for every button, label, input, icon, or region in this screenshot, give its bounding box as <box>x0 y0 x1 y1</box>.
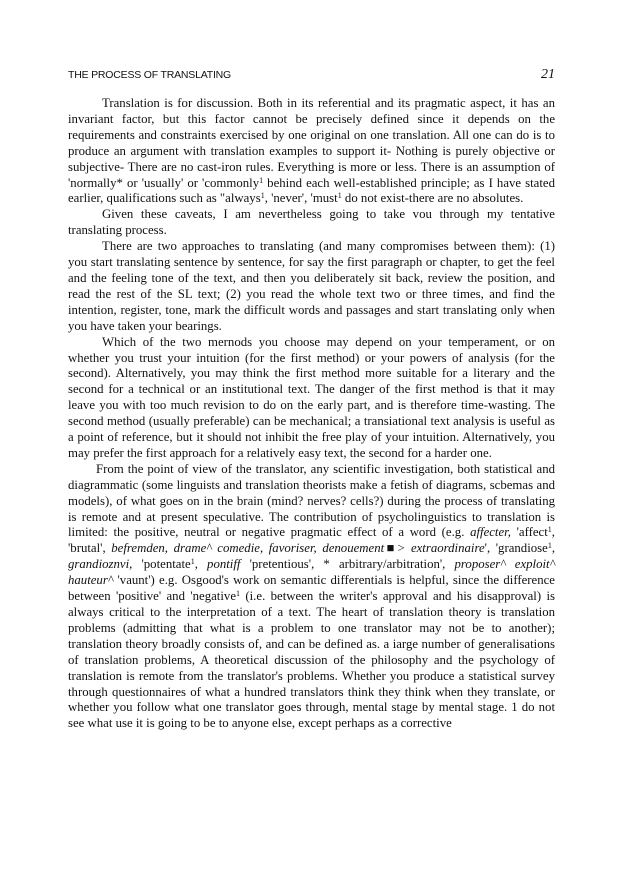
text-run: 'vaunt') e.g. Osgood's work on semantic differentials is helpful, since the difference between 'positive' and 'negative <box>68 573 555 604</box>
footnote-marker: 1 <box>547 525 552 535</box>
running-header <box>68 67 555 87</box>
text-run: 'pretentious', * arbitrary/arbitration', <box>240 557 455 572</box>
italic-term: grandioznvi, <box>68 557 133 572</box>
text-run: 'potentate <box>132 557 191 572</box>
text-run: behind each well-established principle; as I have stated earlier, qualifications such as "always <box>68 175 555 206</box>
text-run: Given these caveats, I am nevertheless going to take vou through my tentative translating process. <box>68 207 555 238</box>
paragraph-3 <box>68 239 555 334</box>
italic-term: pontiff <box>207 557 241 572</box>
footnote-marker: 1 <box>190 557 195 567</box>
italic-term: proposer^ exploit^ hauteur^ <box>68 557 556 588</box>
text-run: Translation is for discussion. Both in its referential and its pragmatic aspect, it has an invariant factor, but this factor cannot be precisely defined since it depends on the requirements and constraints exercised by one original on one translation. All one can do is to produce an argument with translation examples to support it- Nothing is purely objective or subjective- There are no cast-iron rules. Everything is more or less. There is an assumption of 'normally* or 'usually' or 'commonly <box>68 96 555 190</box>
text-run: Which of the two mernods you choose may depend on your temperament, or on whether you trust your intuition (for the first method) or your powers of analysis (for the second). Alternatively, you may think the first method more suitable for a literary and the second for a technical or an institutional text. The danger of the first method is that it may leave you with too much revision to do on the early part, and is therefore time-wasting. The second method (usually preferable) can be mechanical; a transiational text analysis is useful as a point of reference, but it should not inhibit the free play of your intuition. Alternatively, you may prefer the first approach for a relatively easy text, the second for a harder one. <box>68 334 555 460</box>
italic-term: befremden, drame^ comedie, favoriser, denouement■> extraordinaire <box>111 541 485 556</box>
text-run: There are two approaches to translating (and many compromises between them): (1) you start translating sentence by sentence, for say the first paragraph or chapter, to get the feel and the feeling tone of the text, and then you deliberately sit back, review the position, and read the rest of the SL text; (2) you read the whole text two or three times, and find the intention, register, tone, mark the difficult words and passages and start translating only when you have taken your bearings. <box>68 239 555 333</box>
paragraph-5 <box>68 462 555 732</box>
text-run: From the point of view of the translator, any scientific investigation, both statistical and diagrammatic (some linguists and translation theorists make a fetish of diagrams, scbemas and models), of what goes on in the brain (mind? nerves? cells?) during the process of translating is remote and at present speculative. The contribution of psycholinguistics to translation is limited: the positive, neutral or negative pragmatic effect of a word (e.g. <box>68 461 555 540</box>
text-run: 'affect <box>510 525 548 540</box>
text-run: , 'never', 'must <box>264 191 338 206</box>
text-run: , <box>194 557 208 572</box>
text-run: , 'brutal', <box>68 525 555 556</box>
text-run: do not exist-there are no absolutes. <box>341 191 524 206</box>
text-run: ', 'grandiose <box>484 541 548 556</box>
footnote-marker: 1 <box>260 191 265 201</box>
chapter-title: THE PROCESS OF TRANSLATING <box>68 69 232 81</box>
text-run: (i.e. between the writer's approval and his disapproval) is always critical to the interpretation of a text. The heart of translation theory is translation problems (admitting that what is a problem to one translator may not be to another); translation theory broadly consists of, and can be defined as. a iarge number of generalisations of translation problems, A theoretical discussion of the philosophy and the psychology of translation is remote from the translator's problems. Whether you produce a statistical survey through questionnaires of what a hundred translators think they think when they translate, or whether you follow what one translator goes through, mental stage by mental stage. 1 do not see what use it is going to be to anyone else, except perhaps as a corrective <box>68 589 555 731</box>
body-text <box>68 96 555 732</box>
footnote-marker: 1 <box>547 541 552 551</box>
footnote-marker: 1 <box>337 191 342 201</box>
text-run: , <box>551 541 556 556</box>
footnote-marker: 1 <box>259 175 264 185</box>
page-number: 21 <box>541 67 555 82</box>
paragraph-4 <box>68 335 555 462</box>
paragraph-2 <box>68 207 555 239</box>
paragraph-1 <box>68 96 555 207</box>
footnote-marker: 1 <box>236 589 240 599</box>
italic-term: affecter, <box>470 525 511 540</box>
